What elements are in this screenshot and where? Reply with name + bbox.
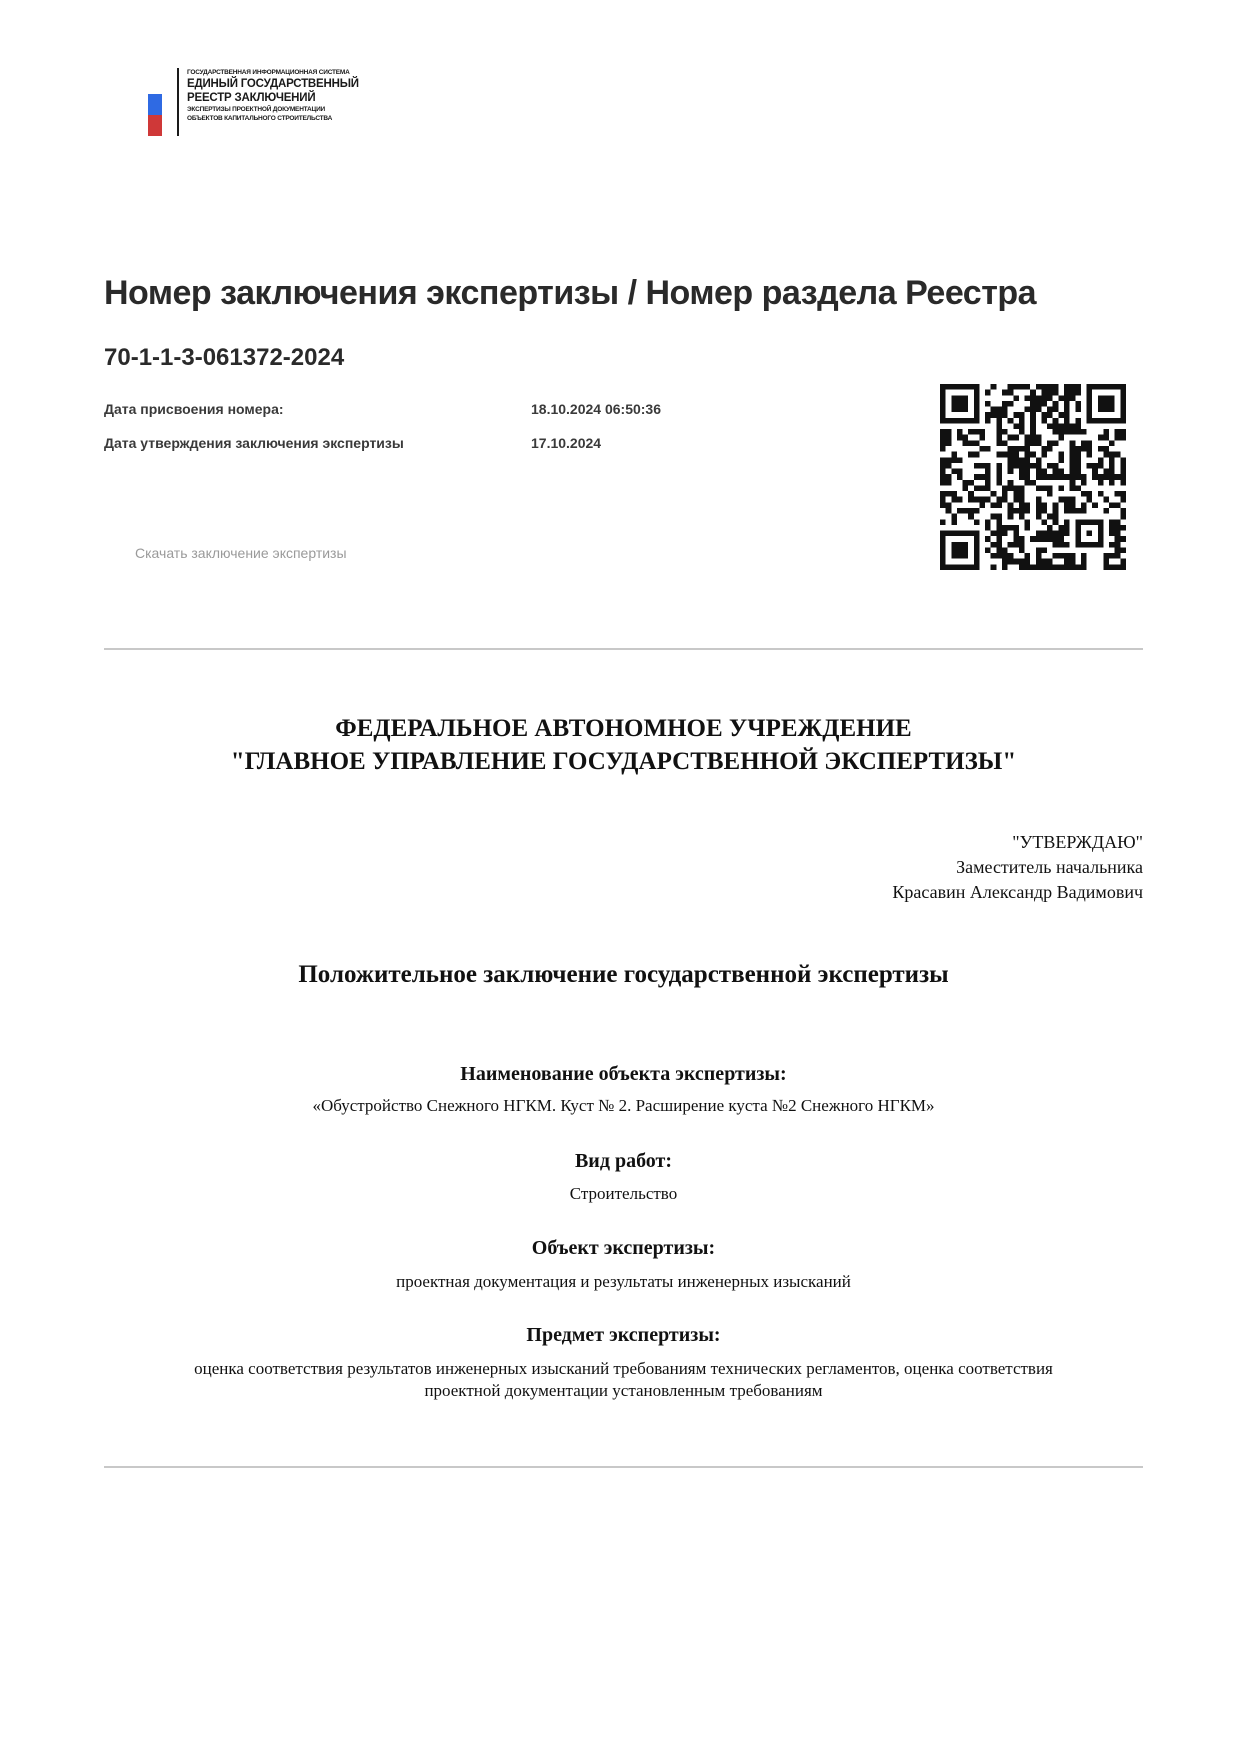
logo-line-3: РЕЕСТР ЗАКЛЮЧЕНИЙ	[187, 92, 316, 104]
assign-date-value: 18.10.2024 06:50:36	[531, 401, 661, 417]
subject-value-line-2: проектной документации установленным требованиям	[424, 1381, 823, 1400]
assign-date-label: Дата присвоения номера:	[104, 401, 284, 417]
object-name-value: «Обустройство Снежного НГКМ. Куст № 2. Расширение куста №2 Снежного НГКМ»	[312, 1096, 935, 1115]
organization-name	[104, 712, 1143, 778]
page-title: Номер заключения экспертизы / Номер раздела Реестра	[104, 274, 1037, 312]
subject-value-line-1: оценка соответствия результатов инженерных изысканий требованиям технических регламентов, оценка соответствия	[194, 1359, 1053, 1378]
approval-block	[892, 830, 1143, 905]
expertise-object-value: проектная документация и результаты инженерных изысканий	[396, 1272, 851, 1291]
subject-heading: Предмет экспертизы:	[526, 1324, 721, 1346]
top-divider	[104, 648, 1143, 650]
approve-date-value: 17.10.2024	[531, 435, 602, 451]
bottom-divider	[104, 1466, 1143, 1468]
work-type-heading: Вид работ:	[574, 1150, 673, 1172]
approver-name: Красавин Александр Вадимович	[892, 882, 1143, 902]
logo-line-4: ЭКСПЕРТИЗЫ ПРОЕКТНОЙ ДОКУМЕНТАЦИИ	[187, 106, 326, 113]
logo-divider	[177, 68, 179, 136]
expertise-object-heading: Объект экспертизы:	[531, 1237, 716, 1259]
approver-position: Заместитель начальника	[956, 857, 1143, 877]
registry-logo	[187, 68, 359, 123]
approve-date-label: Дата утверждения заключения экспертизы	[104, 435, 404, 451]
logo-line-2: ЕДИНЫЙ ГОСУДАРСТВЕННЫЙ	[187, 78, 359, 90]
subject-value	[104, 1358, 1143, 1402]
logo-line-1: ГОСУДАРСТВЕННАЯ ИНФОРМАЦИОННАЯ СИСТЕМА	[187, 69, 350, 76]
organization-line-2: "ГЛАВНОЕ УПРАВЛЕНИЕ ГОСУДАРСТВЕННОЙ ЭКСПЕРТИЗЫ"	[230, 748, 1017, 775]
logo-line-5: ОБЪЕКТОВ КАПИТАЛЬНОГО СТРОИТЕЛЬСТВА	[187, 115, 333, 122]
approval-stamp: "УТВЕРЖДАЮ"	[1012, 832, 1143, 852]
logo-flag	[148, 84, 162, 136]
qr-code-icon	[940, 384, 1126, 570]
download-link[interactable]: Скачать заключение экспертизы	[135, 545, 347, 561]
work-type-value: Строительство	[569, 1184, 678, 1203]
object-name-heading: Наименование объекта экспертизы:	[460, 1063, 787, 1085]
conclusion-title: Положительное заключение государственной экспертизы	[298, 961, 949, 988]
organization-line-1: ФЕДЕРАЛЬНОЕ АВТОНОМНОЕ УЧРЕЖДЕНИЕ	[335, 715, 912, 742]
registry-number: 70-1-1-3-061372-2024	[104, 344, 345, 371]
